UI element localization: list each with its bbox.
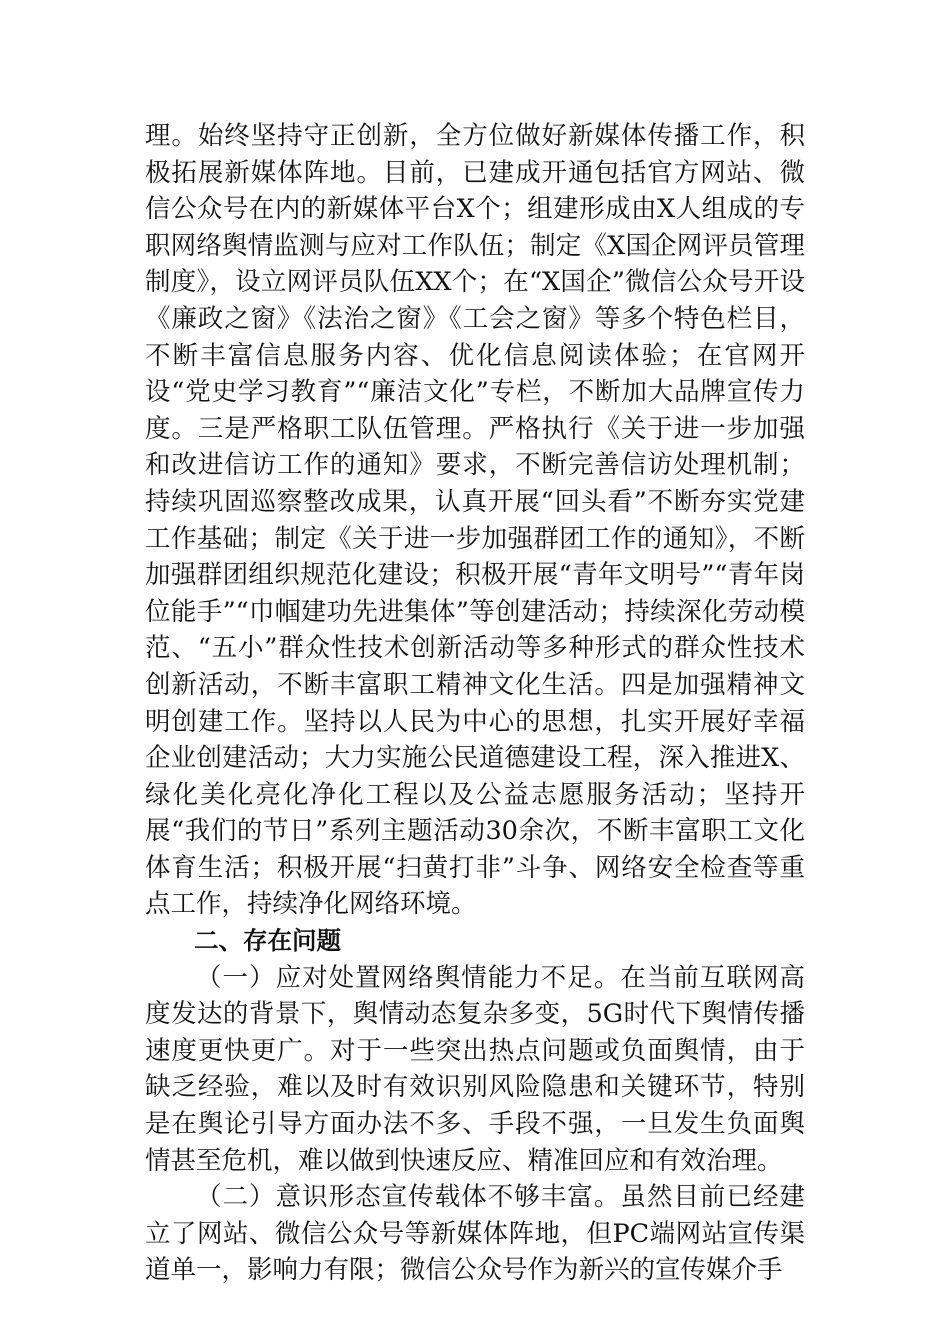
paragraph-issue-1: （一）应对处置网络舆情能力不足。在当前互联网高度发达的背景下，舆情动态复杂多变，5G时代下舆情传播速度更快更广。对于一些突出热点问题或负面舆情，由于缺乏经验，难以及时有效识别风险隐患和关键环节，特别是在舆论引导方面办法不多、手段不强，一旦发生负面舆情甚至危机，难以做到快速反应、精准回应和有效治理。: [145, 962, 805, 1176]
document-body: [145, 118, 805, 1289]
paragraph-issue-2: （二）意识形态宣传载体不够丰富。虽然目前已经建立了网站、微信公众号等新媒体阵地，但PC端网站宣传渠道单一，影响力有限；微信公众号作为新兴的宣传媒介手: [145, 1182, 805, 1286]
paragraph-continuation: 理。始终坚持守正创新，全方位做好新媒体传播工作，积极拓展新媒体阵地。目前，已建成开通包括官方网站、微信公众号在内的新媒体平台X个；组建形成由X人组成的专职网络舆情监测与应对工作队伍；制定《X国企网评员管理制度》，设立网评员队伍XX个；在“X国企”微信公众号开设《廉政之窗》《法治之窗》《工会之窗》等多个特色栏目，不断丰富信息服务内容、优化信息阅读体验；在官网开设“党史学习教育”“廉洁文化”专栏，不断加大品牌宣传力度。三是严格职工队伍管理。严格执行《关于进一步加强和改进信访工作的通知》要求，不断完善信访处理机制；持续巩固巡察整改成果，认真开展“回头看”不断夯实党建工作基础；制定《关于进一步加强群团工作的通知》，不断加强群团组织规范化建设；积极开展“青年文明号”“青年岗位能手”“巾帼建功先进集体”等创建活动；持续深化劳动模范、“五小”群众性技术创新活动等多种形式的群众性技术创新活动，不断丰富职工精神文化生活。四是加强精神文明创建工作。坚持以人民为中心的思想，扎实开展好幸福企业创建活动；大力实施公民道德建设工程，深入推进X、绿化美化亮化净化工程以及公益志愿服务活动；坚持开展“我们的节日”系列主题活动30余次，不断丰富职工文化体育生活；积极开展“扫黄打非”斗争、网络安全检查等重点工作，持续净化网络环境。: [145, 121, 805, 920]
section-heading-problems: 二、存在问题: [194, 926, 341, 956]
